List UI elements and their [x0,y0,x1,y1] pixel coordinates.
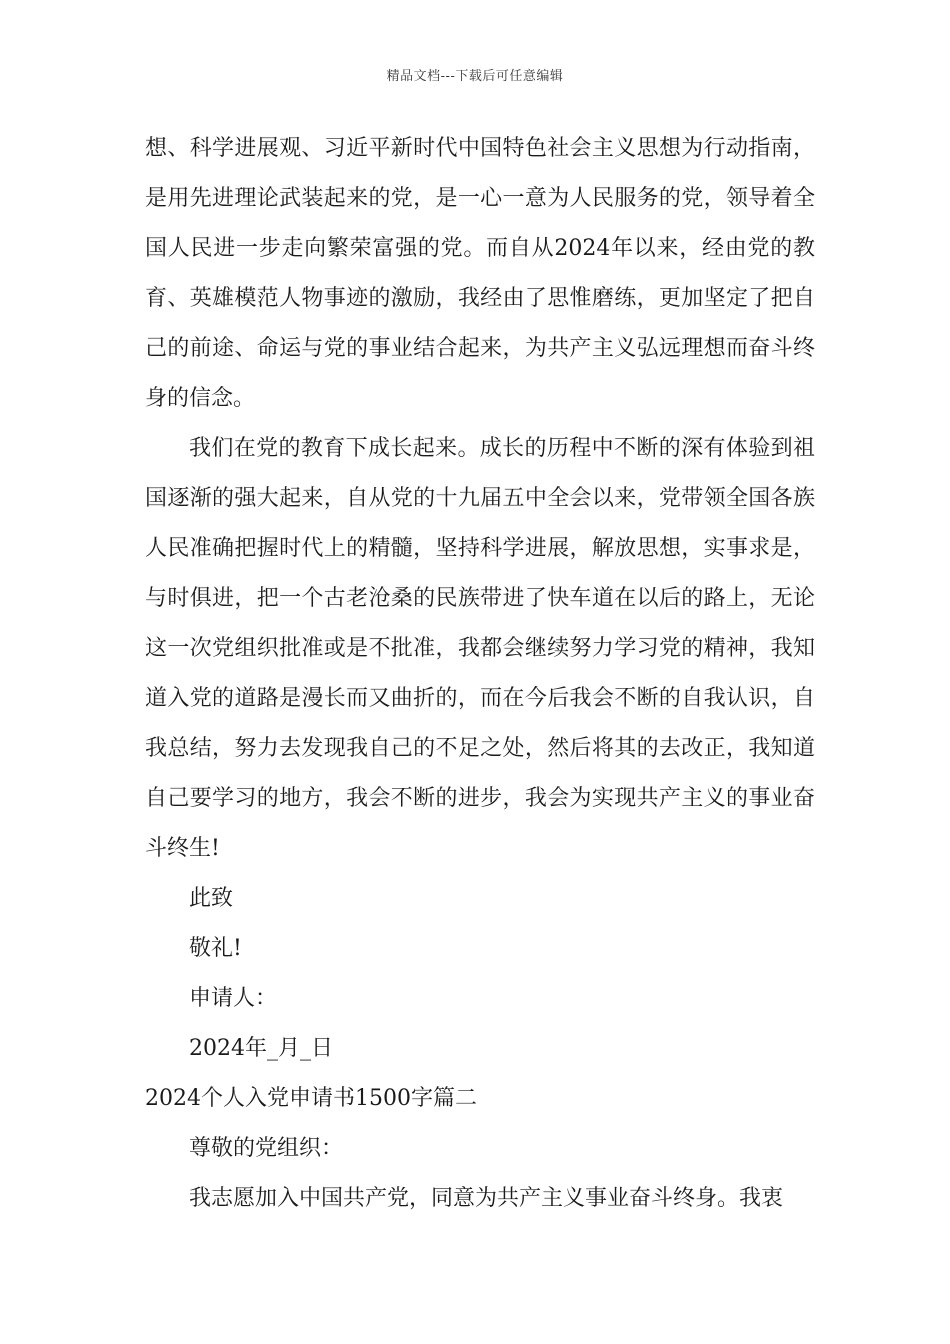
closing-salutation: 此致 [189,886,234,911]
section-heading: 2024个人入党申请书1500字篇二 [145,1086,477,1111]
paragraph-opening: 我志愿加入中国共产党，同意为共产主义事业奋斗终身。我衷 [189,1186,784,1211]
page-header: 精品文档---下载后可任意编辑 [386,69,564,84]
applicant-label: 申请人： [189,986,278,1011]
closing-regards: 敬礼! [189,936,242,961]
greeting-line: 尊敬的党组织： [189,1136,344,1161]
paragraph-continued: 想、科学进展观、习近平新时代中国特色社会主义思想为行动指南，是用先进理论武装起来的党，是一心一意为人民服务的党，领导着全国人民进一步走向繁荣富强的党。而自从2024年以来，经由党的教育、英雄模范人物事迹的激励，我经由了思惟磨练，更加坚定了把自己的前途、命运与党的事业结合起来，为共产主义弘远理想而奋斗终身的信念。 [145,136,815,411]
document-body [145,124,815,1224]
date-line: 2024年_月_日 [189,1036,333,1061]
paragraph-growth: 我们在党的教育下成长起来。成长的历程中不断的深有体验到祖国逐渐的强大起来，自从党的十九届五中全会以来，党带领全国各族人民准确把握时代上的精髓，坚持科学进展，解放思想，实事求是，与时俱进，把一个古老沧桑的民族带进了快车道在以后的路上，无论这一次党组织批准或是不批准，我都会继续努力学习党的精神，我知道入党的道路是漫长而又曲折的，而在今后我会不断的自我认识，自我总结，努力去发现我自己的不足之处，然后将其的去改正，我知道自己要学习的地方，我会不断的进步，我会为实现共产主义的事业奋斗终生! [145,436,815,861]
